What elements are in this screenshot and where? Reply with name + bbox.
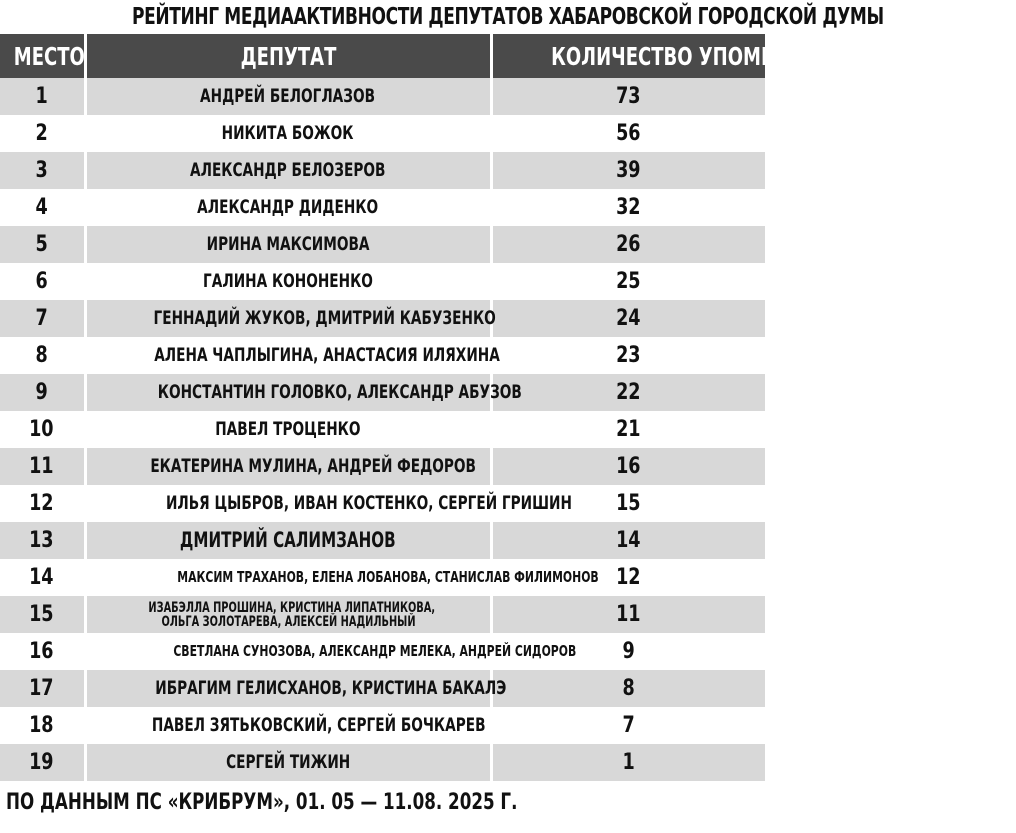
place-cell: 6: [0, 263, 85, 300]
table-row: [0, 707, 765, 744]
count-cell: 39: [491, 152, 765, 189]
place-cell: 12: [0, 485, 85, 522]
place-cell: 7: [0, 300, 85, 337]
deputy-cell: ИЗАБЭЛЛА ПРОШИНА, КРИСТИНА ЛИПАТНИКОВА, ОЛЬГА ЗОЛОТАРЕВА, АЛЕКСЕЙ НАДИЛЬНЫЙ: [85, 596, 491, 633]
place-cell: 17: [0, 670, 85, 707]
column-header-place: МЕСТО: [0, 34, 85, 78]
count-cell: 12: [491, 559, 765, 596]
place-cell: 16: [0, 633, 85, 670]
table-row: [0, 152, 765, 189]
table-row: [0, 78, 765, 115]
table-row: [0, 374, 765, 411]
count-cell: 56: [491, 115, 765, 152]
count-cell: 23: [491, 337, 765, 374]
deputy-cell: ПАВЕЛ ЗЯТЬКОВСКИЙ, СЕРГЕЙ БОЧКАРЕВ: [85, 707, 491, 744]
table-row: [0, 226, 765, 263]
rating-table: [0, 34, 850, 781]
deputy-cell: МАКСИМ ТРАХАНОВ, ЕЛЕНА ЛОБАНОВА, СТАНИСЛАВ ФИЛИМОНОВ: [85, 559, 491, 596]
count-cell: 15: [491, 485, 765, 522]
deputy-cell: ГЕННАДИЙ ЖУКОВ, ДМИТРИЙ КАБУЗЕНКО: [85, 300, 491, 337]
table-row: [0, 189, 765, 226]
deputy-cell: ГАЛИНА КОНОНЕНКО: [85, 263, 491, 300]
place-cell: 11: [0, 448, 85, 485]
count-cell: 24: [491, 300, 765, 337]
table-row: [0, 300, 765, 337]
deputy-cell: ЕКАТЕРИНА МУЛИНА, АНДРЕЙ ФЕДОРОВ: [85, 448, 491, 485]
table-row: [0, 448, 765, 485]
table-row: [0, 522, 765, 559]
count-cell: 16: [491, 448, 765, 485]
table-row: [0, 263, 765, 300]
count-cell: 73: [491, 78, 765, 115]
place-cell: 8: [0, 337, 85, 374]
count-cell: 22: [491, 374, 765, 411]
place-cell: 3: [0, 152, 85, 189]
deputy-cell: АЛЕКСАНДР ДИДЕНКО: [85, 189, 491, 226]
deputy-cell: НИКИТА БОЖОК: [85, 115, 491, 152]
table-row: [0, 337, 765, 374]
place-cell: 19: [0, 744, 85, 781]
deputy-cell: СВЕТЛАНА СУНОЗОВА, АЛЕКСАНДР МЕЛЕКА, АНДРЕЙ СИДОРОВ: [85, 633, 491, 670]
deputy-cell: ПАВЕЛ ТРОЦЕНКО: [85, 411, 491, 448]
deputy-cell: СЕРГЕЙ ТИЖИН: [85, 744, 491, 781]
table-header-row: [0, 34, 765, 78]
table-row: [0, 633, 765, 670]
place-cell: 9: [0, 374, 85, 411]
place-cell: 13: [0, 522, 85, 559]
deputy-cell: АНДРЕЙ БЕЛОГЛАЗОВ: [85, 78, 491, 115]
count-cell: 14: [491, 522, 765, 559]
deputy-cell: ИБРАГИМ ГЕЛИСХАНОВ, КРИСТИНА БАКАЛЭ: [85, 670, 491, 707]
place-cell: 1: [0, 78, 85, 115]
column-header-count: КОЛИЧЕСТВО УПОМИНАНИЙ: [491, 34, 765, 78]
table-row: [0, 744, 765, 781]
deputy-cell: ИРИНА МАКСИМОВА: [85, 226, 491, 263]
count-cell: 7: [491, 707, 765, 744]
place-cell: 4: [0, 189, 85, 226]
count-cell: 26: [491, 226, 765, 263]
place-cell: 14: [0, 559, 85, 596]
table-row: [0, 115, 765, 152]
deputy-cell: АЛЕКСАНДР БЕЛОЗЕРОВ: [85, 152, 491, 189]
place-cell: 5: [0, 226, 85, 263]
place-cell: 10: [0, 411, 85, 448]
column-header-deputy: ДЕПУТАТ: [85, 34, 491, 78]
place-cell: 18: [0, 707, 85, 744]
table-row: [0, 485, 765, 522]
count-cell: 8: [491, 670, 765, 707]
table-row: [0, 559, 765, 596]
table-row: [0, 596, 765, 633]
count-cell: 11: [491, 596, 765, 633]
deputy-cell: ДМИТРИЙ САЛИМЗАНОВ: [85, 522, 491, 559]
deputy-cell: КОНСТАНТИН ГОЛОВКО, АЛЕКСАНДР АБУЗОВ: [85, 374, 491, 411]
count-cell: 25: [491, 263, 765, 300]
place-cell: 2: [0, 115, 85, 152]
table-row: [0, 670, 765, 707]
place-cell: 15: [0, 596, 85, 633]
count-cell: 9: [491, 633, 765, 670]
deputy-cell: ИЛЬЯ ЦЫБРОВ, ИВАН КОСТЕНКО, СЕРГЕЙ ГРИШИН: [85, 485, 491, 522]
count-cell: 1: [491, 744, 765, 781]
table-row: [0, 411, 765, 448]
count-cell: 32: [491, 189, 765, 226]
deputy-cell: АЛЕНА ЧАПЛЫГИНА, АНАСТАСИЯ ИЛЯХИНА: [85, 337, 491, 374]
source-note: ПО ДАННЫМ ПС «КРИБРУМ», 01. 05 — 11.08. 2025 Г.: [6, 790, 518, 815]
count-cell: 21: [491, 411, 765, 448]
page-title: РЕЙТИНГ МЕДИААКТИВНОСТИ ДЕПУТАТОВ ХАБАРОВСКОЙ ГОРОДСКОЙ ДУМЫ: [132, 4, 884, 30]
